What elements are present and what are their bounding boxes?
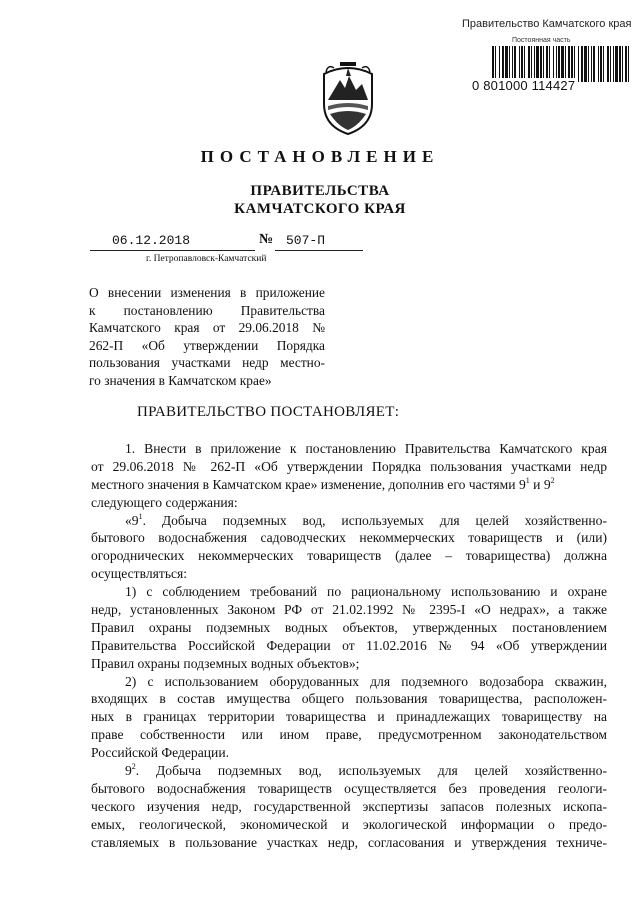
subject-line: О внесении изменения в приложение bbox=[89, 285, 325, 300]
document-body bbox=[91, 440, 607, 851]
body-line: осуществляться: bbox=[91, 566, 188, 582]
body-line: недр, установленных Законом РФ от 21.02.1992 № 2395-I «О недрах», а также bbox=[91, 602, 607, 618]
body-line: емых, геологической, экономической и экологической информации о предо- bbox=[91, 816, 607, 832]
body-line: Правил охраны подземных водных объектов»; bbox=[91, 655, 360, 671]
kamchatka-emblem-icon bbox=[318, 60, 378, 136]
stamp-subtitle: Постоянная часть bbox=[512, 37, 571, 44]
document-subtitle-1: ПРАВИТЕЛЬСТВА bbox=[250, 183, 390, 199]
body-line: «$9^1$. Добыча подземных вод, используемых для целей хозяйственно- bbox=[125, 511, 607, 528]
barcode-number: 0 801000 114427 bbox=[472, 78, 576, 93]
body-line: Правил охраны подземных водных объектов, утвержденных постановлением bbox=[91, 619, 607, 635]
subject-line: го значения в Камчатском крае» bbox=[89, 372, 272, 388]
document-number: 507-П bbox=[286, 233, 326, 248]
number-underline bbox=[275, 250, 363, 251]
stamp-organization: Правительство Камчатского края bbox=[462, 18, 632, 30]
body-line: 2) с использованием оборудованных для подземного водозабора скважин, bbox=[125, 673, 607, 689]
date-underline bbox=[90, 250, 255, 251]
barcode-icon bbox=[492, 46, 632, 82]
body-line: праве собственности или ином праве, предусмотренном законодательством bbox=[91, 727, 607, 743]
body-line: от 29.06.2018 № 262-П «Об утверждении Порядка пользования участками недр bbox=[91, 458, 607, 474]
body-line: бытового водоснабжения товариществ осуществляется без проведения геологи- bbox=[91, 780, 607, 796]
subject-line: к постановлению Правительства bbox=[89, 302, 325, 318]
body-line: ставляемых в пользование участках недр, согласования и утверждения техниче- bbox=[91, 834, 607, 850]
body-line: входящих в состав имущества общего пользования товарищества, расположен- bbox=[91, 691, 607, 707]
body-line: Российской Федерации. bbox=[91, 745, 229, 761]
subject-line: Камчатского края от 29.06.2018 № bbox=[89, 320, 325, 335]
document-date: 06.12.2018 bbox=[112, 233, 191, 248]
body-line: 1) с соблюдением требований по рациональному использованию и охране bbox=[125, 584, 607, 600]
body-line: ческого изучения недр, государственной экспертизы запасов полезных ископа- bbox=[91, 798, 607, 814]
body-line: местного значения в Камчатском крае» изменение, дополнив его частями $9^1$ и $9^2$ bbox=[91, 475, 555, 492]
body-line: следующего содержания: bbox=[91, 494, 238, 510]
document-city: г. Петропавловск-Камчатский bbox=[146, 254, 267, 264]
body-line: $9^2$. Добыча подземных вод, используемых для целей хозяйственно- bbox=[125, 762, 607, 779]
number-sign: № bbox=[259, 232, 274, 247]
document-subject bbox=[89, 284, 325, 389]
document-subtitle-2: КАМЧАТСКОГО КРАЯ bbox=[234, 201, 406, 217]
body-line: бытового водоснабжения садоводческих некоммерческих товариществ и (или) bbox=[91, 530, 607, 546]
body-line: ных в границах территории товарищества и принадлежащих товариществу на bbox=[91, 709, 607, 725]
document-title: ПОСТАНОВЛЕНИЕ bbox=[200, 147, 440, 166]
subject-line: пользования участками недр местно- bbox=[89, 355, 325, 370]
body-line: Правительства Российской Федерации от 11.02.2016 № 94 «Об утверждении bbox=[91, 637, 607, 653]
body-line: огороднических некоммерческих товариществ (далее – товарищества) должна bbox=[91, 548, 607, 564]
body-line: 1. Внести в приложение к постановлению Правительства Камчатского края bbox=[125, 441, 607, 456]
resolution-heading: ПРАВИТЕЛЬСТВО ПОСТАНОВЛЯЕТ: bbox=[137, 404, 400, 420]
subject-line: 262-П «Об утверждении Порядка bbox=[89, 337, 325, 353]
